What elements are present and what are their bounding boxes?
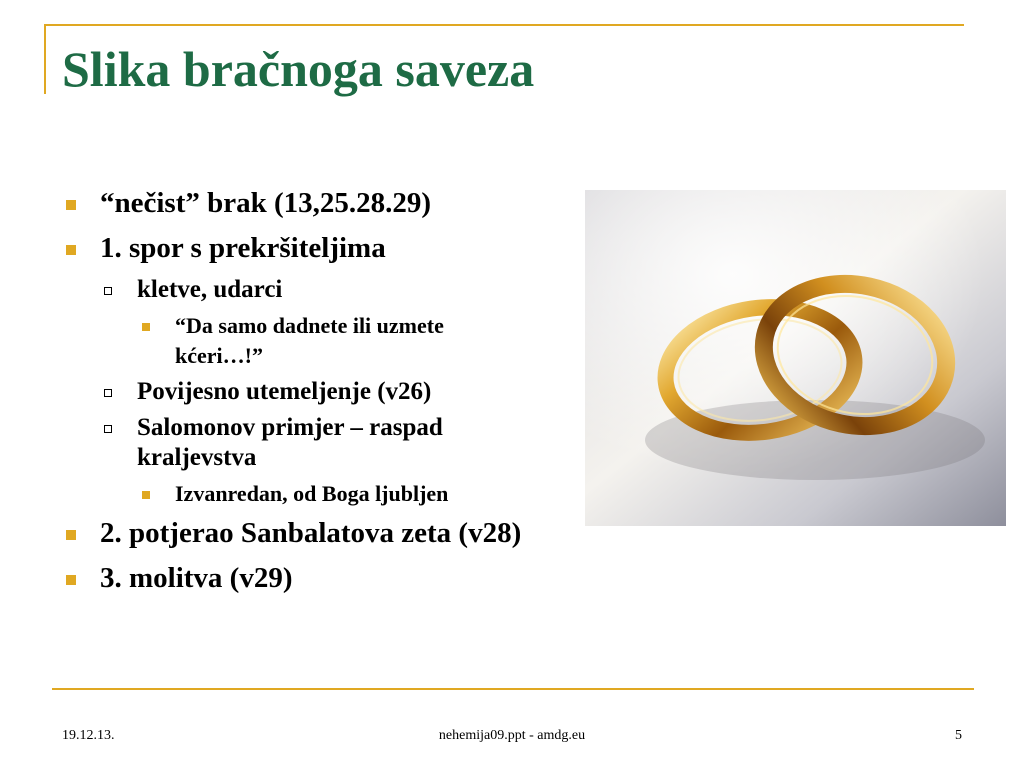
- sub-bullet-item: [62, 377, 562, 407]
- bullet-text: “Da samo dadnete ili uzmete kćeri…!”: [175, 313, 444, 368]
- hollow-square-bullet-icon: [104, 287, 112, 295]
- footer-divider: [52, 688, 974, 690]
- bullet-text: 1. spor s prekršiteljima: [100, 232, 386, 264]
- square-bullet-icon: [142, 491, 150, 499]
- square-bullet-icon: [142, 323, 150, 331]
- footer-source: nehemija09.ppt - amdg.eu: [438, 728, 586, 743]
- bullet-text: Izvanredan, od Boga ljubljen: [175, 481, 449, 506]
- bullet-text: Povijesno utemeljenje (v26): [137, 378, 432, 405]
- hollow-square-bullet-icon: [104, 389, 112, 397]
- bullet-list: [62, 185, 562, 605]
- bullet-text: kletve, udarci: [137, 276, 283, 303]
- page-number: 5: [955, 728, 962, 743]
- wedding-rings-photo: [585, 190, 1006, 526]
- bullet-item: [62, 230, 562, 267]
- footer-date: 19.12.13.: [62, 728, 115, 743]
- sub-bullet-item: [62, 275, 562, 305]
- bullet-item: [62, 185, 562, 222]
- frame-top-line: [44, 24, 964, 26]
- sub-bullet-item: [62, 413, 562, 473]
- bullet-text: “nečist” brak (13,25.28.29): [100, 187, 432, 219]
- hollow-square-bullet-icon: [104, 425, 112, 433]
- frame-left-line: [44, 24, 46, 94]
- bullet-item: [62, 515, 562, 552]
- bullet-text: 3. molitva (v29): [100, 562, 293, 594]
- sub-sub-bullet-item: [62, 479, 562, 509]
- slide-title: Slika bračnoga saveza: [62, 41, 535, 97]
- bullet-text: Salomonov primjer – raspad kraljevstva: [137, 414, 443, 471]
- bullet-item: [62, 560, 562, 597]
- square-bullet-icon: [66, 200, 76, 210]
- square-bullet-icon: [66, 245, 76, 255]
- square-bullet-icon: [66, 575, 76, 585]
- sub-sub-bullet-item: [62, 311, 562, 371]
- square-bullet-icon: [66, 530, 76, 540]
- bullet-text: 2. potjerao Sanbalatova zeta (v28): [100, 517, 522, 549]
